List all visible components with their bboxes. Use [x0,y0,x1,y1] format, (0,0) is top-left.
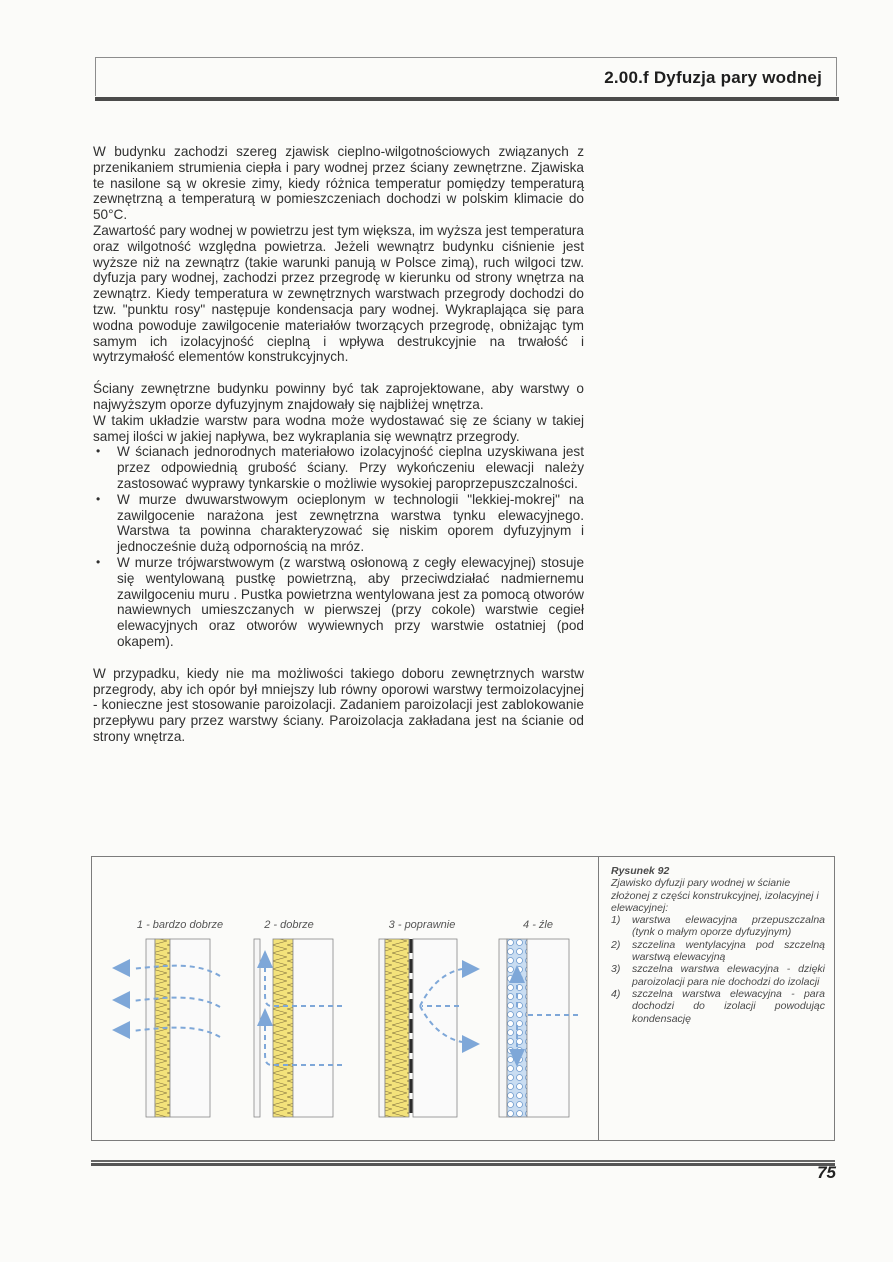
list-item [93,444,584,491]
list-item [93,492,584,555]
caption-title: Rysunek 92 [611,865,670,877]
caption-item-number: 3) [611,963,621,976]
paragraph: W takim układzie warstw para wodna może wydostawać się ze ściany w takiej samej ilości w jakiej napływa, bez wykraplania się wewnątrz przegrody. [93,412,584,444]
wall-diffusion-very-good-icon [112,939,220,1117]
figure-92 [91,856,835,1141]
panel-label-3: 3 - poprawnie [388,919,456,931]
bullet-list [93,444,584,649]
paragraph: W przypadku, kiedy nie ma możliwości takiego doboru zewnętrznych warstw przegrody, aby ich opór był mniejszy lub równy oporowi warstwy termoizolacyjnej - konieczne jest stosowanie paroizolacji. Zadaniem paroizolacji jest zablokowanie przepływu pary przez warstwy ściany. Paroizolacja zakładana jest na ścianie od strony wnętrza. [93,665,584,744]
caption-item-text: szczelna warstwa elewacyjna - para dochodzi do izolacji powodując kondensację [632,987,825,1025]
caption-item [611,963,825,988]
wall-diffusion-bad-icon [499,939,578,1117]
header-rule [95,97,839,101]
caption-list [611,914,825,1025]
figure-divider [598,857,599,1140]
wall-diffusion-correct-icon [379,939,480,1117]
page-number: 75 [817,1163,836,1182]
list-item-text: W murze dwuwarstwowym ocieplonym w technologii "lekkiej-mokrej" na zawilgocenie narażona jest zewnętrzna warstwa tynku elewacyjnego. Warstwa ta powinna charakteryzować się niskim oporem dyfuzyjnym i jednocześnie dużą odpornością na mróz. [117,491,584,555]
caption-item [611,914,825,939]
paragraph: Zawartość pary wodnej w powietrzu jest tym większa, im wyższa jest temperatura oraz wilgotność względna powietrza. Jeżeli wewnątrz budynku ciśnienie jest wyższe niż na zewnątrz (takie warunki panują w Polsce zimą), ruch wilgoci tzw. dyfuzja pary wodnej, zachodzi przez przegrodę w kierunku od strony wnętrza na zewnątrz. Kiedy temperatura w zewnętrznych warstwach przegrody dochodzi do tzw. "punktu rosy" następuje kondensacja pary wodnej. Wykraplająca się para wodna powoduje zawilgocenie materiałów tworzących przegrodę, obniżając tym samym ich izolacyjność cieplną i wpływa destrukcyjnie na trwałość i wytrzymałość elementów konstrukcyjnych. [93,222,584,365]
list-item-text: W murze trójwarstwowym (z warstwą osłonową z cegły elewacyjnej) stosuje się wentylowaną pustkę powietrzną, aby przeciwdziałać nadmiernemu zawilgoceniu muru . Pustka powietrzna wentylowana jest za pomocą otworów nawiewnych umieszczanych w pierwszej (przy cokole) warstwie cegieł elewacyjnych oraz otworów wywiewnych przy warstwie ostatniej (pod okapem). [117,554,584,649]
caption-item-text: warstwa elewacyjna przepuszczalna (tynk o małym oporze dyfuzyjnym) [632,914,825,939]
bullet-icon: • [96,491,101,506]
caption-item-number: 4) [611,987,621,1000]
caption-item [611,988,825,1025]
footer-rule [91,1160,835,1162]
caption-item-text: szczelna warstwa elewacyjna - dzięki paroizolacji para nie dochodzi do izolacji [632,963,825,988]
bullet-icon: • [96,444,101,459]
caption-item-text: szczelina wentylacyjna pod szczelną warstwą elewacyjną [632,938,825,964]
figure-caption [611,865,825,1025]
bullet-icon: • [96,554,101,569]
wall-diffusion-good-icon [254,939,342,1117]
list-item-text: W ścianach jednorodnych materiałowo izolacyjność cieplna uzyskiwana jest przez odpowiednią grubość ściany. Przy wykończeniu elewacji należy zastosować wyprawy tynkarskie o możliwie wysokiej paroprzepuszczalności. [117,444,584,491]
body-text [93,144,584,745]
caption-intro: Zjawisko dyfuzji pary wodnej w ścianie złożonej z części konstrukcyjnej, izolacyjnej i elewacyjnej: [611,877,819,914]
panel-label-2: 2 - dobrze [264,919,314,931]
panel-label-4: 4 - źle [523,919,553,931]
section-title: 2.00.f Dyfuzja pary wodnej [604,68,822,87]
paragraph: Ściany zewnętrzne budynku powinny być tak zaprojektowane, aby warstwy o najwyższym oporze dyfuzyjnym znajdowały się najbliżej wnętrza. [93,381,584,412]
list-item [93,555,584,650]
caption-item-number: 1) [611,914,621,927]
caption-item-number: 2) [611,938,621,951]
caption-item [611,939,825,964]
panel-label-1: 1 - bardzo dobrze [136,919,224,931]
paragraph: W budynku zachodzi szereg zjawisk cieplno-wilgotnościowych związanych z przenikaniem strumienia ciepła i pary wodnej przez ściany zewnętrzne. Zjawiska te nasilone są w okresie zimy, kiedy różnica temperatur pomiędzy temperaturą zewnętrzną a temperaturą w pomieszczeniach dochodzi w polskim klimacie do 50°C. [93,144,584,223]
section-header [95,57,837,96]
diffusion-diagram [92,857,598,1140]
footer-rule [91,1163,835,1166]
